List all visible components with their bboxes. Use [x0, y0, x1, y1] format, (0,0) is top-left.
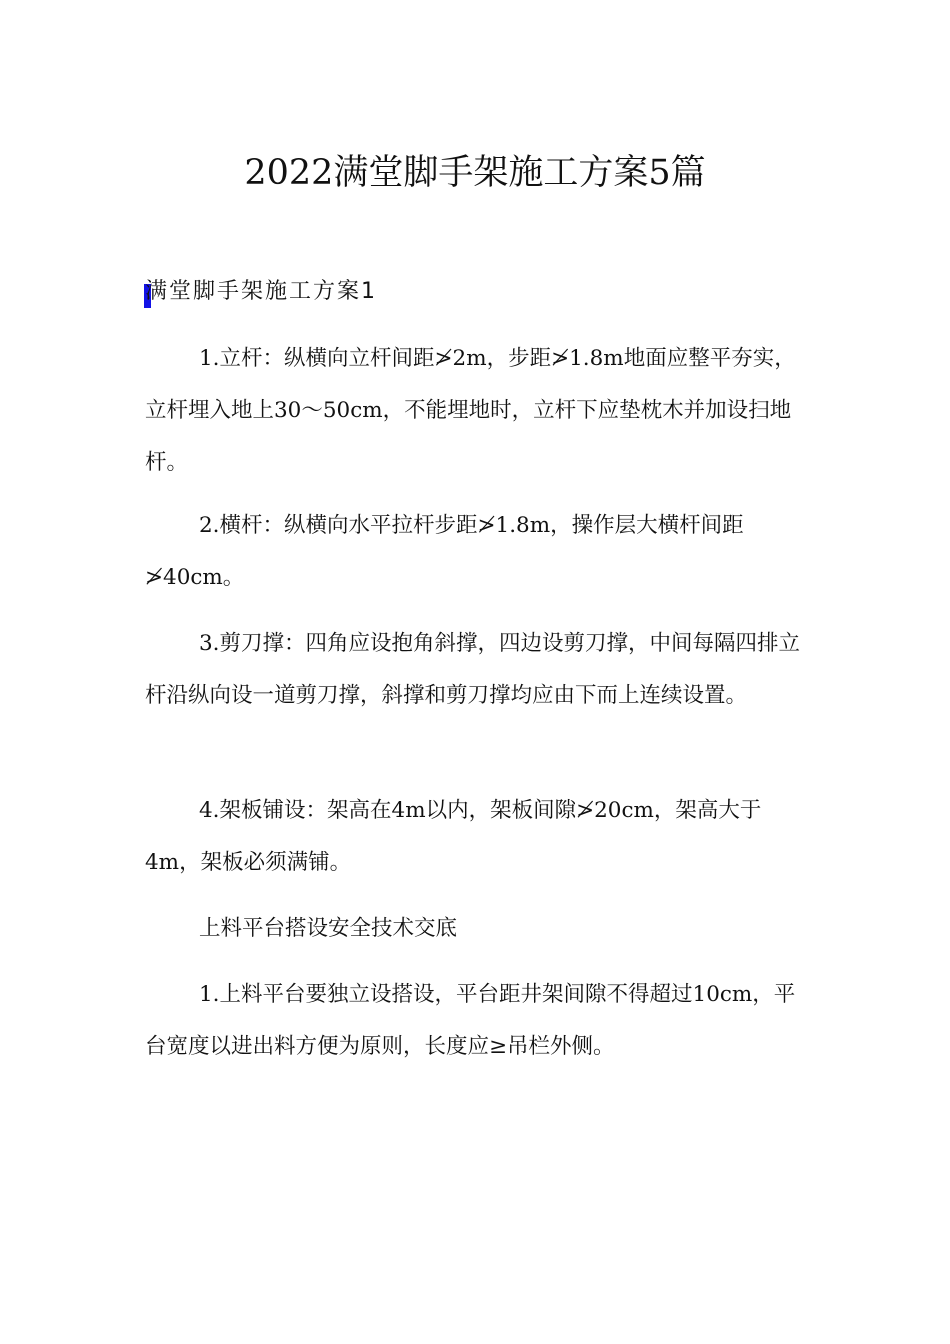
- paragraph-platform-heading: 上料平台搭设安全技术交底: [199, 916, 458, 941]
- section-heading: 满堂脚手架施工方案1: [145, 279, 377, 304]
- paragraph-platform: 1.上料平台要独立设搭设，平台距井架间隙不得超过10cm，平台宽度以进出料方便为原则，长度应≥吊栏外侧。: [145, 982, 796, 1059]
- paragraph-planks: 4.架板铺设：架高在4m以内，架板间隙≯20cm，架高大于4m，架板必须满铺。: [145, 798, 762, 875]
- paragraph-uprights: 1.立杆：纵横向立杆间距≯2m，步距≯1.8m地面应整平夯实，立杆埋入地上30～50cm，不能埋地时，立杆下应垫枕木并加设扫地杆。: [145, 346, 796, 475]
- paragraph-crossbars: 2.横杆：纵横向水平拉杆步距≯1.8m，操作层大横杆间距≯40cm。: [145, 513, 744, 590]
- paragraph-cross-bracing: 3.剪刀撑：四角应设抱角斜撑，四边设剪刀撑，中间每隔四排立杆沿纵向设一道剪刀撑，斜撑和剪刀撑均应由下而上连续设置。: [145, 631, 801, 708]
- document-title: 2022满堂脚手架施工方案5篇: [244, 153, 706, 193]
